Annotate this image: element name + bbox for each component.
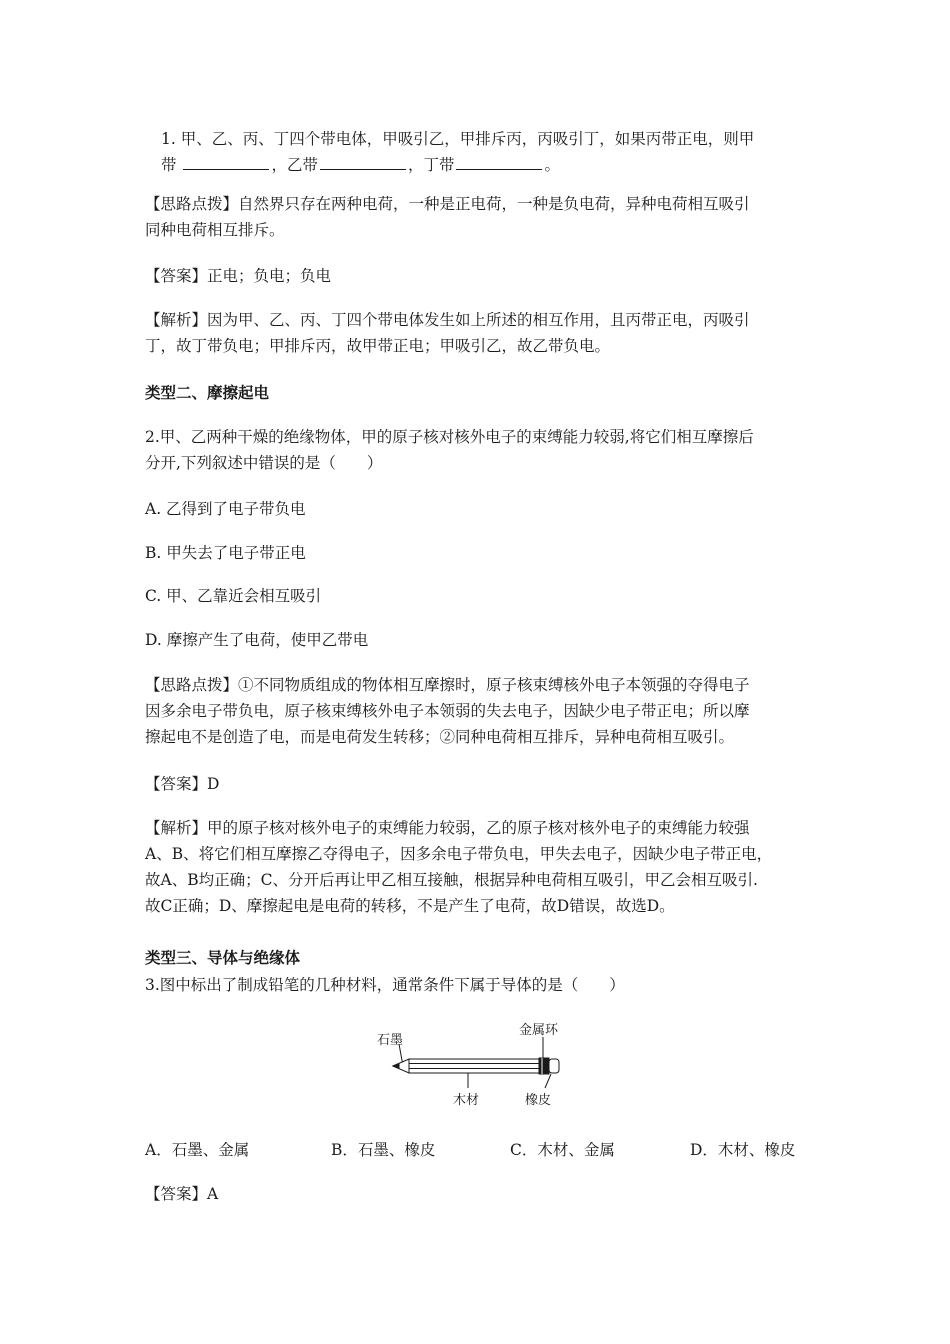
q1-line1: 1. 甲、乙、丙、丁四个带电体，甲吸引乙，甲排斥丙，丙吸引丁，如果丙带正电，则甲 — [161, 130, 755, 148]
type3-heading: 类型三、导体与绝缘体 — [145, 949, 301, 967]
metal-ring — [539, 1058, 549, 1074]
q3-option-c[interactable]: C．木材、金属 — [510, 1141, 615, 1159]
eraser-leader — [545, 1074, 551, 1088]
label-graphite: 石墨 — [377, 1033, 404, 1048]
q3-stem: 3.图中标出了制成铅笔的几种材料，通常条件下属于导体的是（ ） — [145, 976, 625, 994]
label-wood: 木材 — [453, 1093, 480, 1108]
label-eraser: 橡皮 — [525, 1093, 552, 1108]
q1-analysis-line1: 【解析】因为甲、乙、丙、丁四个带电体发生如上所述的相互作用，且丙带正电，丙吸引 — [145, 311, 750, 329]
pencil-figure — [373, 1020, 573, 1108]
pencil-body — [409, 1059, 539, 1073]
q2-hint-line1: 【思路点拨】①不同物质组成的物体相互摩擦时，原子核束缚核外电子本领强的夺得电子 — [145, 676, 750, 694]
label-metal-ring: 金属环 — [519, 1023, 559, 1038]
q2-line1: 2.甲、乙两种干燥的绝缘物体，甲的原子核对核外电子的束缚能力较弱,将它们相互摩擦后 — [145, 428, 754, 446]
q2-stem — [145, 424, 813, 476]
pencil-drawing — [393, 1037, 559, 1088]
q2-option-a[interactable]: A. 乙得到了电子带负电 — [145, 500, 306, 518]
graphite-point — [393, 1064, 399, 1069]
q1-analysis-line2: 丁，故丁带负电；甲排斥丙，故甲带正电；甲吸引乙，故乙带负电。 — [145, 337, 611, 355]
q1-answer: 【答案】正电；负电；负电 — [145, 267, 332, 285]
q2-option-b[interactable]: B. 甲失去了电子带正电 — [145, 544, 306, 562]
q2-hint — [145, 672, 813, 750]
q2-analysis-line2: A、B、将它们相互摩擦乙夺得电子，因多余电子带负电，甲失去电子，因缺少电子带正电， — [145, 845, 773, 863]
q2-option-c[interactable]: C. 甲、乙靠近会相互吸引 — [145, 587, 322, 605]
q2-line2: 分开,下列叙述中错误的是（ ） — [145, 454, 383, 472]
q2-analysis-line1: 【解析】甲的原子核对核外电子的束缚能力较弱，乙的原子核对核外电子的束缚能力较强 — [145, 819, 750, 837]
q1-blank-ding[interactable] — [456, 152, 542, 170]
q1-blank-yi[interactable] — [320, 152, 406, 170]
q2-option-d[interactable]: D. 摩擦产生了电荷，使甲乙带电 — [145, 631, 369, 649]
q1-line2-b: ，乙带 — [271, 156, 318, 174]
q1-text — [161, 126, 821, 178]
q1-blank-jia[interactable] — [183, 152, 269, 170]
type2-heading: 类型二、摩擦起电 — [145, 384, 270, 402]
q3-answer: 【答案】A — [145, 1185, 219, 1203]
q3-option-b[interactable]: B．石墨、橡皮 — [331, 1141, 436, 1159]
eraser — [549, 1059, 559, 1073]
q1-hint-line2: 同种电荷相互排斥。 — [145, 221, 285, 239]
q1-hint — [145, 191, 813, 243]
q1-line2-c: ，丁带 — [407, 156, 455, 174]
q2-analysis — [145, 815, 813, 919]
q3-option-d[interactable]: D．木材、橡皮 — [690, 1141, 796, 1159]
q2-hint-line3: 擦起电不是创造了电，而是电荷发生转移；②同种电荷相互排斥，异种电荷相互吸引。 — [145, 728, 735, 746]
q2-analysis-line4: 故C正确；D、摩擦起电是电荷的转移，不是产生了电荷，故D错误，故选D。 — [145, 897, 675, 915]
q1-line2-d: 。 — [544, 156, 560, 174]
q2-hint-line2: 因多余电子带负电，原子核束缚核外电子本领弱的失去电子，因缺少电子带正电；所以摩 — [145, 702, 750, 720]
q2-answer: 【答案】D — [145, 775, 220, 793]
q1-analysis — [145, 307, 813, 359]
q1-hint-line1: 【思路点拨】自然界只存在两种电荷，一种是正电荷，一种是负电荷，异种电荷相互吸引 — [145, 195, 750, 213]
q2-analysis-line3: 故A、B均正确；C、分开后再让甲乙相互接触，根据异种电荷相互吸引，甲乙会相互吸引. — [145, 871, 758, 889]
q1-line2-a: 带 — [161, 156, 177, 174]
q3-option-a[interactable]: A．石墨、金属 — [145, 1141, 250, 1159]
